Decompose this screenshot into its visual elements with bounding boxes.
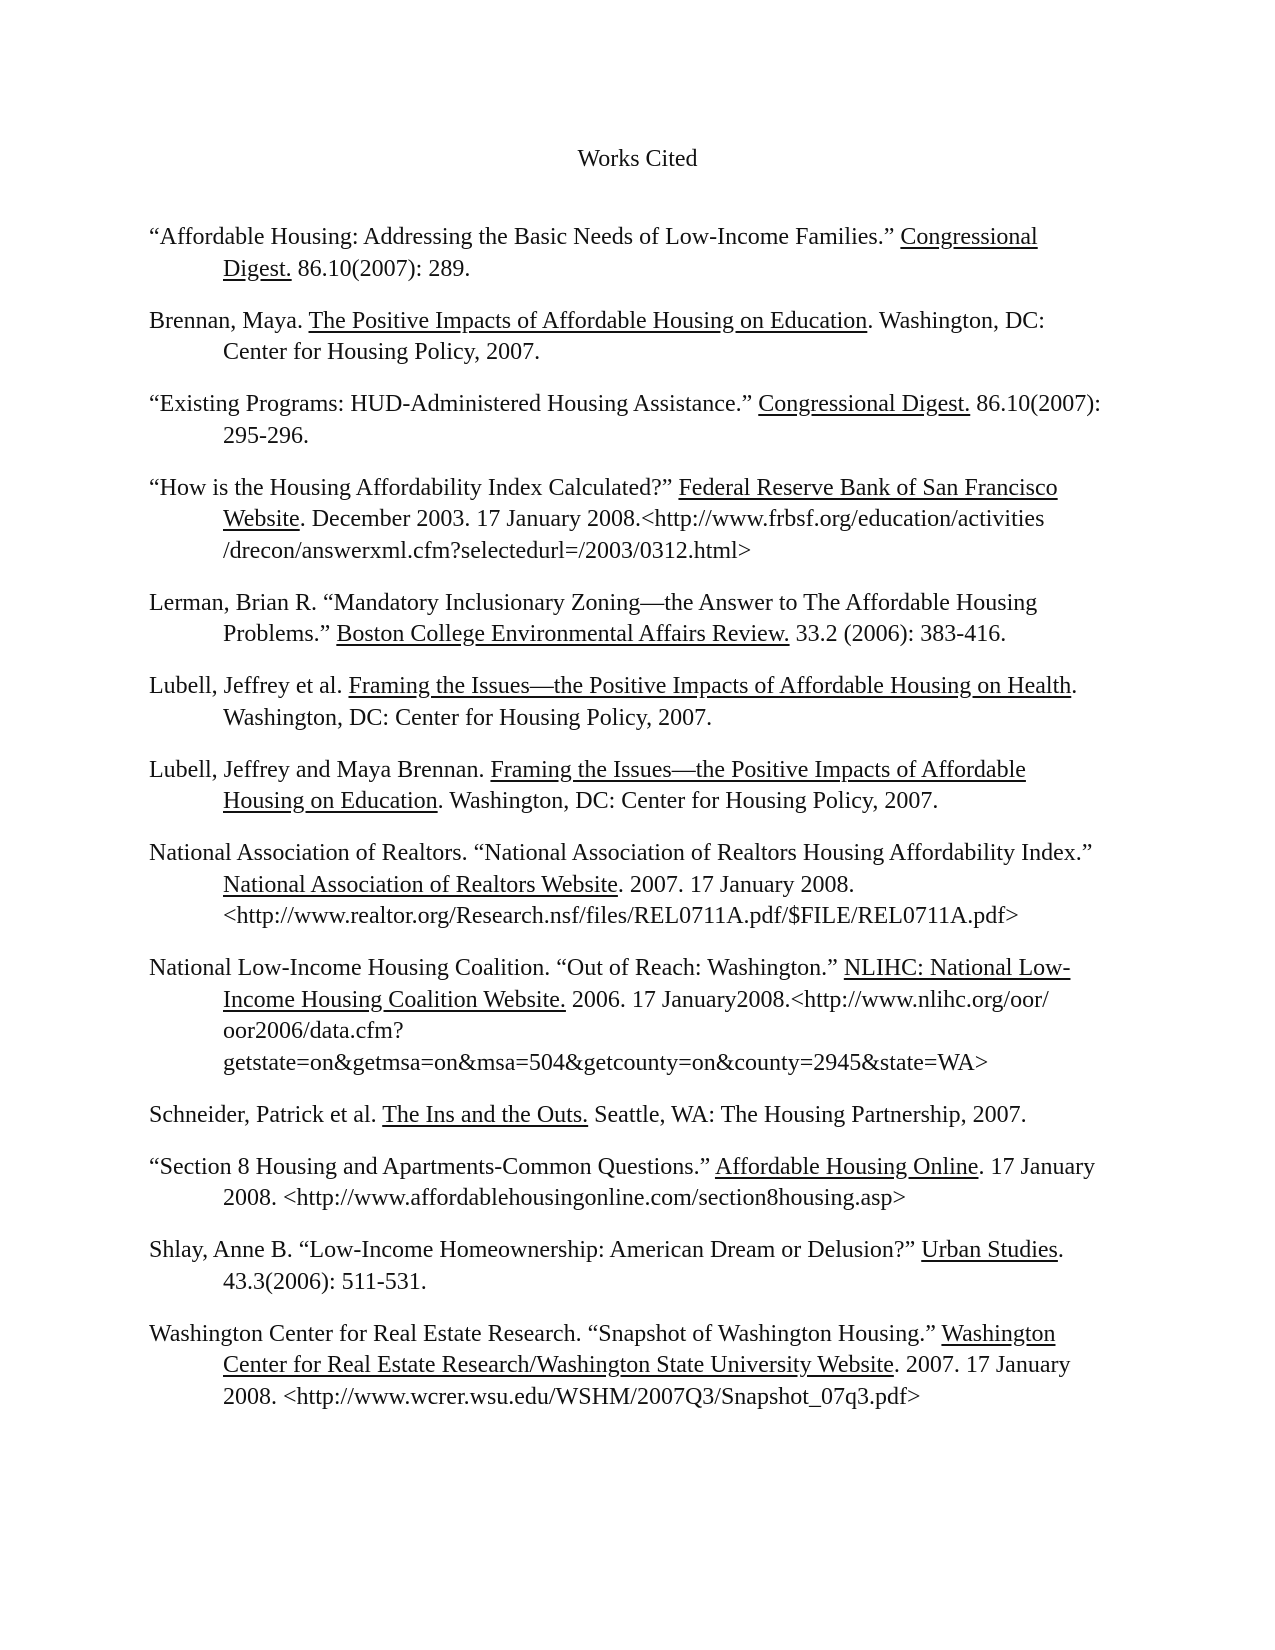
citation-source-title: NLIHC: National Low-Income Housing Coalition Website.	[223, 955, 1071, 1013]
citation-entry	[149, 755, 1109, 818]
citation-text: “How is the Housing Affordability Index Calculated?”	[149, 474, 679, 501]
citation-source-title: Affordable Housing Online	[714, 1153, 979, 1180]
citation-text: 86.10(2007): 289.	[291, 255, 471, 282]
citation-text: . 2007. 17 January 2008. <http://www.realtor.org/Research.nsf/files/REL0711A.pdf/$FILE/REL0711A.pdf>	[223, 871, 1019, 929]
citation-text: “Section 8 Housing and Apartments-Common Questions.”	[149, 1153, 715, 1180]
citation-text: National Low-Income Housing Coalition. “Out of Reach: Washington.”	[149, 955, 844, 981]
citation-entry	[149, 306, 1109, 369]
citation-source-title: Framing the Issues—the Positive Impacts of Affordable Housing on Education	[223, 756, 1026, 814]
citation-source-title: The Positive Impacts of Affordable Housing on Education	[308, 307, 868, 334]
citation-source-title: Washington Center for Real Estate Research/Washington State University Website	[223, 1320, 1056, 1378]
citation-text: Lerman, Brian R. “Mandatory Inclusionary Zoning—the Answer to The Affordable Housing Problems.”	[149, 589, 1038, 647]
works-cited-list	[149, 222, 1109, 1434]
citation-text: 86.10(2007): 295-296.	[223, 391, 1101, 449]
citation-entry	[149, 1319, 1109, 1414]
citation-source-title: Framing the Issues—the Positive Impacts of Affordable Housing on Health	[348, 673, 1072, 699]
citation-entry	[149, 473, 1109, 568]
citation-text: Brennan, Maya.	[149, 307, 309, 334]
citation-text: . 2007. 17 January 2008. <http://www.wcrer.wsu.edu/WSHM/2007Q3/Snapshot_07q3.pdf>	[223, 1352, 1071, 1410]
citation-entry	[149, 1235, 1109, 1298]
citation-text: Seattle, WA: The Housing Partnership, 2007.	[588, 1101, 1027, 1128]
citation-text: Shlay, Anne B. “Low-Income Homeownership: American Dream or Delusion?”	[149, 1237, 922, 1263]
citation-text: 33.2 (2006): 383-416.	[789, 621, 1007, 647]
citation-text: “Affordable Housing: Addressing the Basic Needs of Low-Income Families.”	[149, 224, 901, 250]
citation-entry	[149, 1100, 1109, 1132]
citation-text: Lubell, Jeffrey et al.	[149, 673, 349, 699]
citation-text: . Washington, DC: Center for Housing Policy, 2007.	[223, 307, 1045, 365]
citation-source-title: Boston College Environmental Affairs Review.	[336, 621, 790, 647]
citation-text: . 43.3(2006): 511-531.	[223, 1237, 1064, 1295]
citation-text: . Washington, DC: Center for Housing Policy, 2007.	[223, 673, 1078, 731]
citation-text: Schneider, Patrick et al.	[149, 1101, 383, 1128]
citation-source-title: Congressional Digest.	[758, 391, 971, 417]
citation-entry	[149, 953, 1109, 1079]
citation-source-title: Congressional Digest.	[223, 224, 1038, 282]
page-title: Works Cited	[577, 146, 698, 172]
citation-entry	[149, 1152, 1109, 1215]
citation-text: . Washington, DC: Center for Housing Policy, 2007.	[437, 788, 939, 814]
citation-text: . December 2003. 17 January 2008.<http://www.frbsf.org/education/activities /drecon/answerxml.cfm?selectedurl=/2003/0312.html>	[223, 506, 1045, 564]
citation-entry	[149, 838, 1109, 933]
citation-source-title: Federal Reserve Bank of San Francisco Website	[223, 474, 1058, 532]
citation-text: Lubell, Jeffrey and Maya Brennan.	[149, 756, 491, 783]
citation-entry	[149, 671, 1109, 734]
citation-entry	[149, 222, 1109, 285]
citation-text: . 17 January 2008. <http://www.affordablehousingonline.com/section8housing.asp>	[223, 1153, 1096, 1211]
citation-source-title: National Association of Realtors Website	[223, 871, 618, 898]
citation-source-title: Urban Studies	[921, 1237, 1058, 1263]
citation-text: 2006. 17 January2008.<http://www.nlihc.org/oor/ oor2006/data.cfm?getstate=on&getmsa=on&msa=504&getcounty=on&county=2945&state=WA>	[223, 986, 1049, 1076]
citation-entry	[149, 389, 1109, 452]
citation-text: National Association of Realtors. “National Association of Realtors Housing Affordability Index.”	[149, 840, 1093, 866]
citation-entry	[149, 588, 1109, 651]
citation-source-title: The Ins and the Outs.	[382, 1101, 589, 1128]
citation-text: “Existing Programs: HUD-Administered Housing Assistance.”	[149, 391, 759, 417]
citation-text: Washington Center for Real Estate Research. “Snapshot of Washington Housing.”	[149, 1320, 942, 1347]
